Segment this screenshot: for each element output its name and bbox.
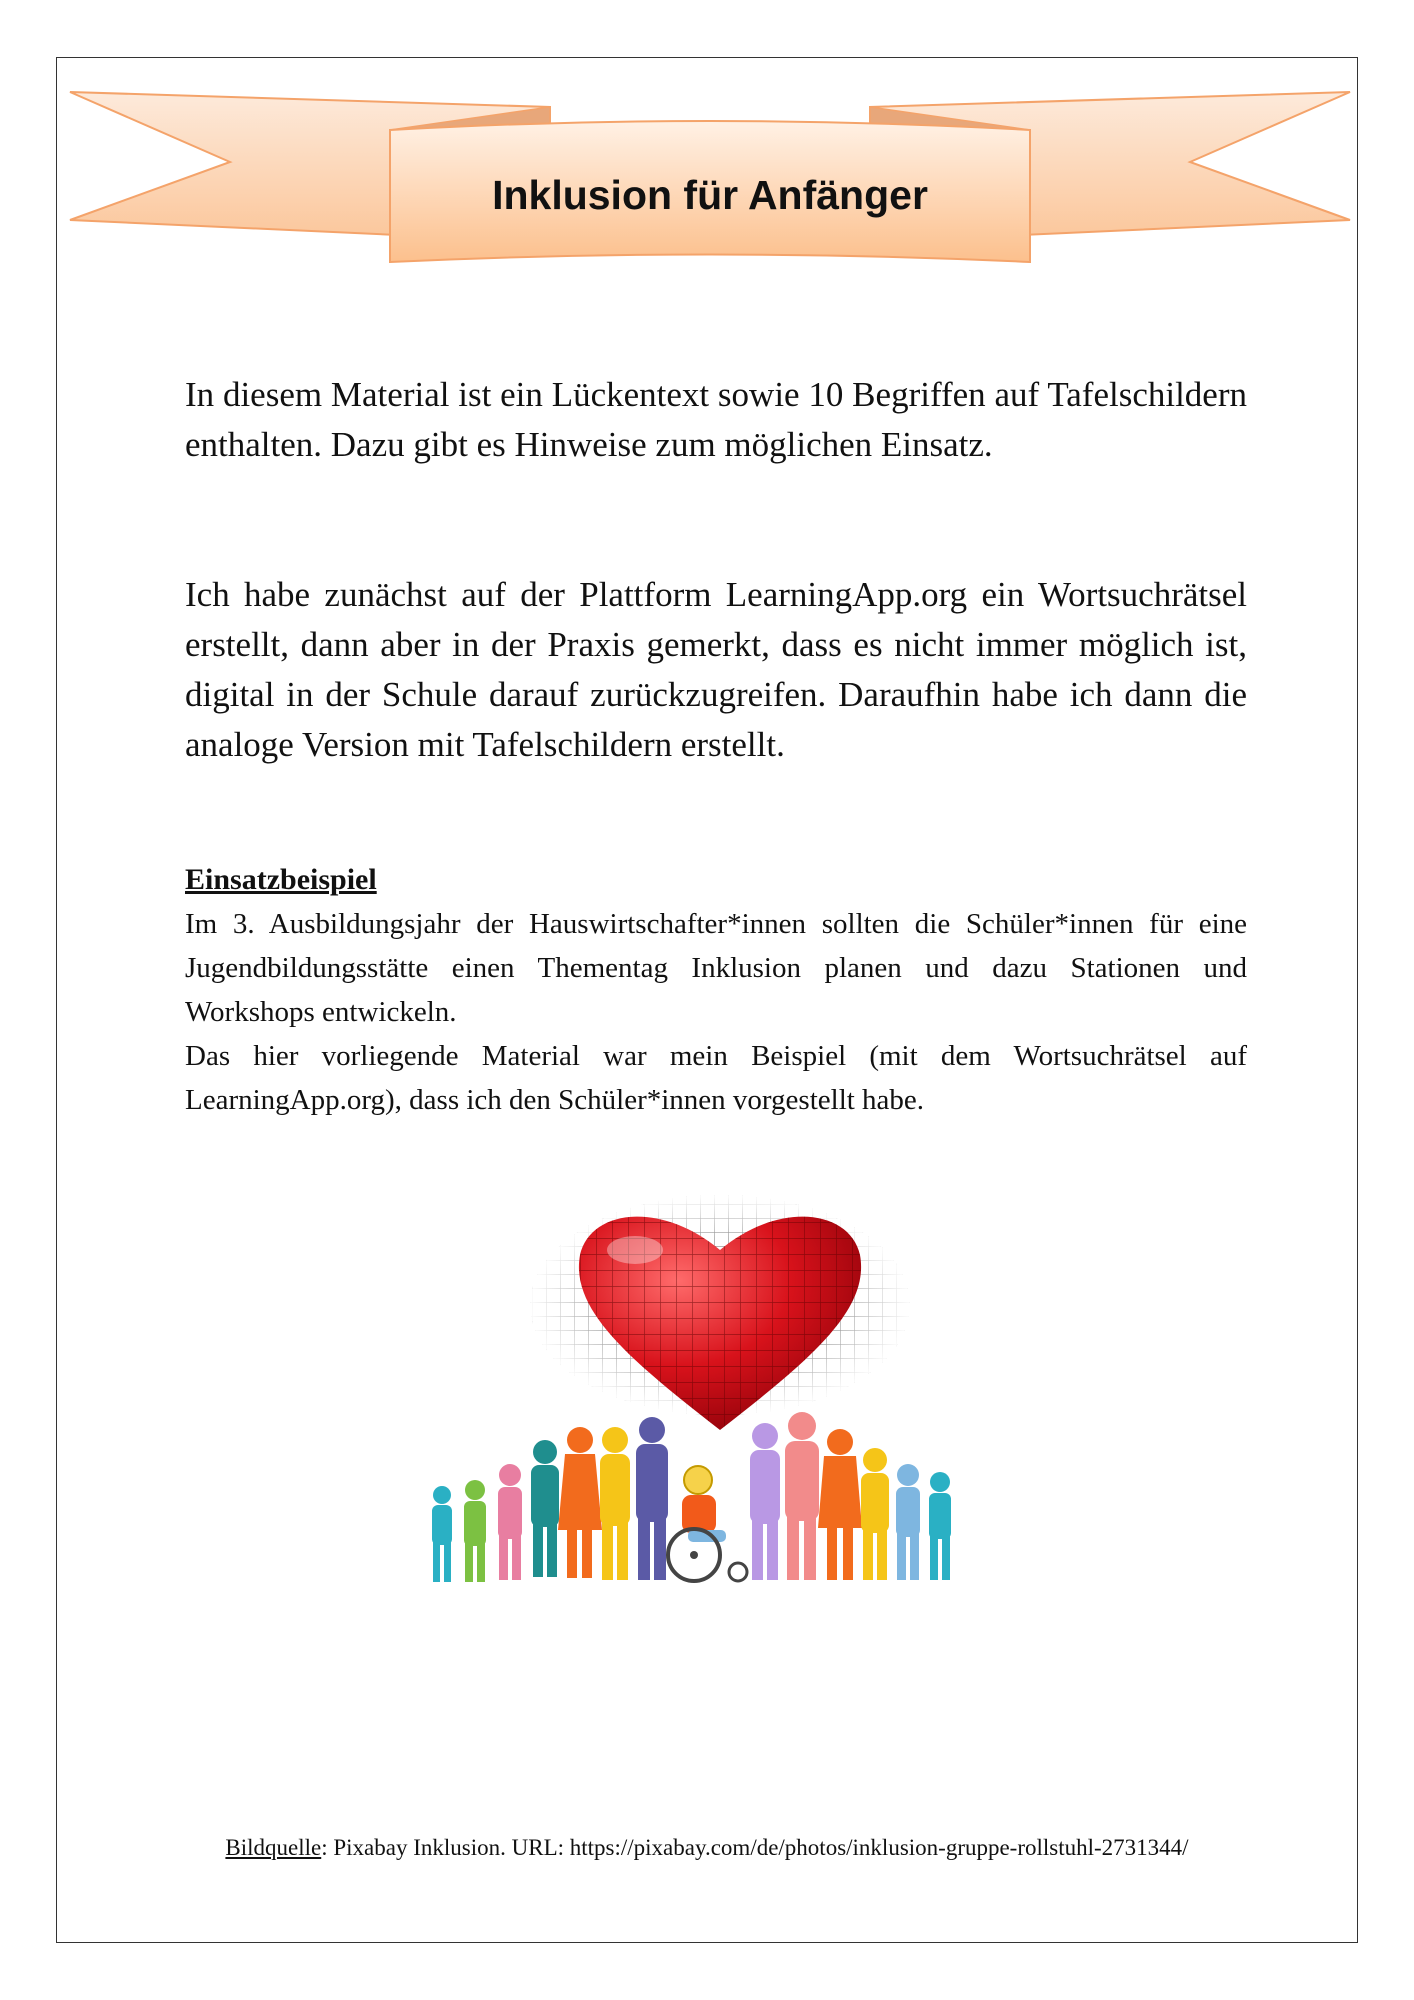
inclusion-illustration — [420, 1190, 1020, 1610]
image-source-footer — [56, 1833, 1358, 1863]
footer-label: Bildquelle — [225, 1835, 322, 1860]
process-paragraph: Ich habe zunächst auf der Plattform LearningApp.org ein Wortsuchrätsel erstellt, dann aber in der Praxis gemerkt, dass es nicht immer möglich ist, digital in der Schule darauf zurückzugreifen. Daraufhin habe ich dann die analoge Version mit Tafelschildern erstellt. — [185, 575, 1247, 764]
example-section — [185, 858, 1247, 1122]
example-paragraph-1: Im 3. Ausbildungsjahr der Hauswirtschafter*innen sollten die Schüler*innen für eine Jugendbildungsstätte einen Thementag Inklusion planen und dazu Stationen und Workshops entwickeln. — [185, 908, 1247, 1028]
wheelchair-user-icon — [668, 1466, 747, 1581]
intro-paragraph: In diesem Material ist ein Lückentext sowie 10 Begriffen auf Tafelschildern enthalten. Dazu gibt es Hinweise zum möglichen Einsatz. — [185, 375, 1247, 464]
example-paragraph-2: Das hier vorliegende Material war mein Beispiel (mit dem Wortsuchrätsel auf LearningApp.org), dass ich den Schüler*innen vorgestellt habe. — [185, 1040, 1247, 1116]
section-heading: Einsatzbeispiel — [185, 863, 377, 896]
footer-text: : Pixabay Inklusion. URL: https://pixabay.com/de/photos/inklusion-gruppe-rollstuhl-2731344/ — [321, 1835, 1189, 1860]
people-silhouettes-icon — [432, 1412, 951, 1582]
page-title: Inklusion für Anfänger — [492, 171, 928, 218]
